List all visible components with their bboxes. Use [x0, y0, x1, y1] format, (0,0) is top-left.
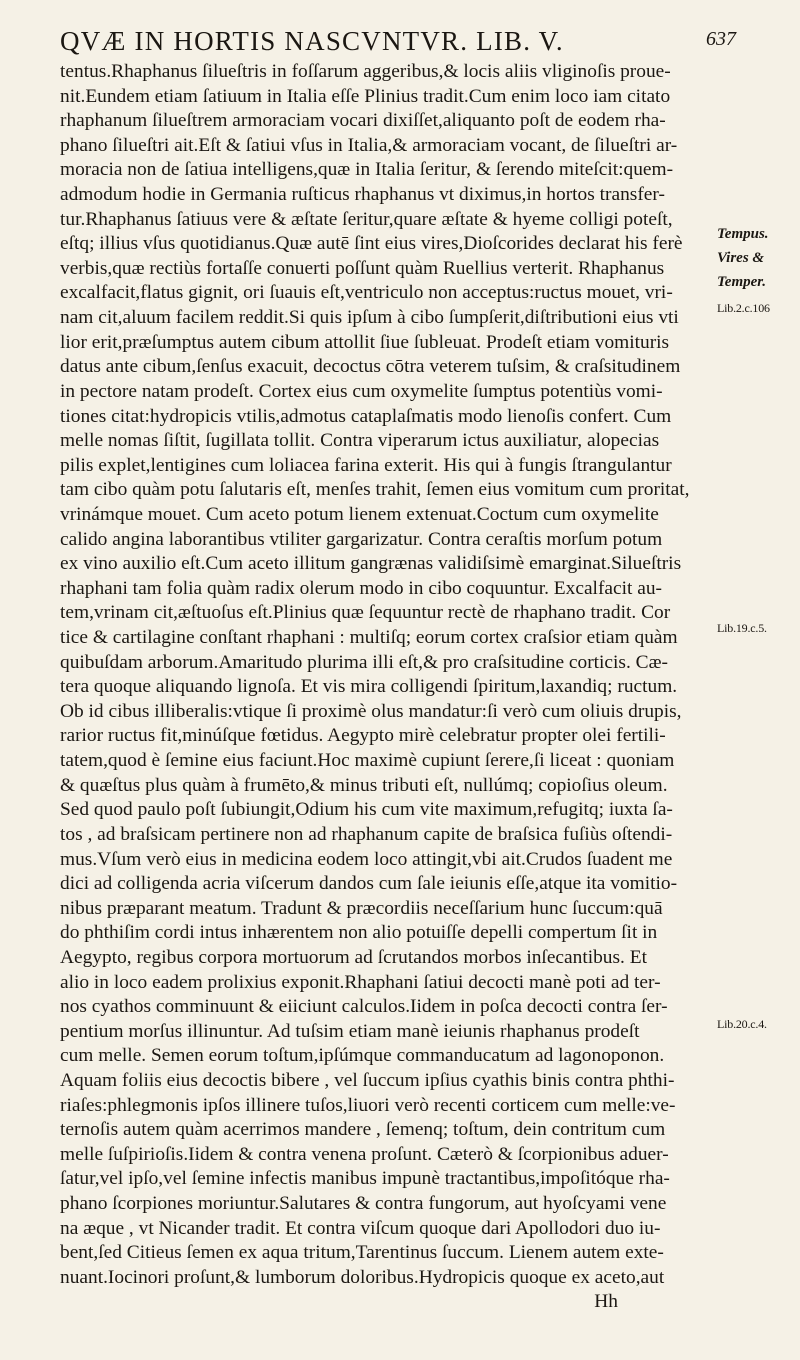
text-line: Aquam foliis eius decoctis bibere , vel ſuccum ipſius cyathis binis contra phthi-: [60, 1069, 675, 1091]
text-line: excalfacit,flatus gignit, ori ſuauis eſt,ventriculo non acceptus:ructus mouet, vri-: [60, 282, 673, 304]
text-line: tera quoque aliquando lignoſa. Et vis mira colligendi ſpiritum,laxandiq; ructum.: [60, 676, 678, 698]
body-text: [60, 60, 710, 1315]
text-line: phano ſilueſtri ait.Eſt & ſatiui vſus in Italia,& armoraciam vocant, de ſilueſtri ar-: [60, 134, 678, 156]
text-line: eſtq; illius vſus quotidianus.Quæ autē ſint eius vires,Dioſcorides declarat his ferè: [60, 233, 683, 255]
text-line: ſatur,vel ipſo,vel ſemine infectis manibus impunè tractantibus,impoſitóque rha-: [60, 1168, 670, 1190]
text-line: rarior ructus fit,minúſque fœtidus. Aegypto mirè celebratur propter olei fertili-: [60, 725, 666, 747]
text-line: alio in loco eadem prolixius exponit.Rhaphani ſatiui decocti manè poti ad ter-: [60, 971, 661, 993]
text-line: rhaphanum ſilueſtrem armoraciam vocari dixiſſet,aliquanto poſt de eodem rha-: [60, 110, 666, 132]
bleed-through-smudge: [690, 1040, 790, 1100]
text-line: dici ad colligenda acria viſcerum dandos cum ſale ieiunis eſſe,atque ita vomitio-: [60, 873, 678, 895]
text-line: vrinámque mouet. Cum aceto potum lienem extenuat.Coctum cum oxymelite: [60, 503, 659, 525]
page-header: [60, 26, 736, 57]
text-line: tem,vrinam cit,æſtuoſus eſt.Plinius quæ ſequuntur rectè de rhaphano tradit. Cor: [60, 602, 671, 624]
text-line: ternoſis autem quàm acerrimos mandere , ſemenq; toſtum, dein contritum cum: [60, 1119, 666, 1141]
text-line: datus ante cibum,ſenſus exacuit, decoctus cōtra veterem tuſsim, & craſsitudinem: [60, 356, 681, 378]
text-line: pilis explet,lentigines cum loliacea farina exterit. His qui à fungis ſtrangulantur: [60, 454, 672, 476]
text-line: in pectore natam prodeſt. Cortex eius cum oxymelite ſumptus potentiùs vomi-: [60, 380, 663, 402]
text-line: moracia non de ſatiua intelligens,quæ in Italia ſeritur, & ſerendo miteſcit:quem-: [60, 159, 674, 181]
text-line: quibuſdam arborum.Amaritudo plurima illi eſt,& pro craſsitudine corticis. Cæ-: [60, 651, 668, 673]
margin-note-reference: Lib.19.c.5.: [717, 621, 767, 635]
text-line: lior erit,præſumptus autem cibum attollit ſiue ſubleuat. Prodeſt etiam vomituris: [60, 331, 670, 353]
text-line: pentium morſus illinuntur. Ad tuſsim etiam manè ieiunis rhaphanus prodeſt: [60, 1020, 640, 1042]
text-line: tatem,quod è ſemine eius faciunt.Hoc maximè cupiunt ſerere,ſi liceat : quoniam: [60, 750, 675, 772]
text-line: tam cibo quàm potu ſalutaris eſt, menſes trahit, ſemen eius vomitum cum proritat,: [60, 479, 690, 501]
text-line: riaſes:phlegmonis ipſos illinere tuſos,liuori verò recenti corticem cum melle:ve-: [60, 1094, 676, 1116]
text-line: tos , ad braſsicam pertinere non ad rhaphanum capite de braſsica fuſiùs oſtendi-: [60, 823, 673, 845]
text-line: admodum hodie in Germania ruſticus rhaphanus vt diximus,in hortos transfer-: [60, 184, 665, 206]
margin-note-reference: Lib.2.c.106: [717, 301, 770, 315]
page-number: 637: [706, 28, 736, 50]
text-line: Aegypto, regibus corpora mortuorum ad ſcrutandos morbos inſecantibus. Et: [60, 946, 647, 968]
margin-note-vires: Vires &: [717, 250, 765, 266]
text-line: ex vino auxilio eſt.Cum aceto illitum gangrænas validiſsimè emarginat.Silueſtris: [60, 553, 682, 575]
margin-note-reference: Lib.20.c.4.: [717, 1017, 767, 1031]
text-line: tice & cartilagine conſtant rhaphani : multiſq; eorum cortex craſsior etiam quàm: [60, 627, 678, 649]
text-line: nam cit,aluum facilem reddit.Si quis ipſum à cibo ſumpſerit,diſtributioni eius vti: [60, 307, 679, 329]
text-line: phano ſcorpiones moriuntur.Salutares & contra fungorum, aut hyoſcyami vene: [60, 1193, 667, 1215]
text-line: tentus.Rhaphanus ſilueſtris in foſſarum aggeribus,& locis aliis vliginoſis proue-: [60, 61, 671, 82]
text-line: tiones citat:hydropicis vtilis,admotus cataplaſmatis modo lienoſis confert. Cum: [60, 405, 672, 427]
text-line: tur.Rhaphanus ſatiuus vere & æſtate ſeritur,quare æſtate & hyeme colligi poteſt,: [60, 208, 673, 230]
text-line: & quæſtus plus quàm à frumēto,& minus tributi eſt, nullúmq; copioſius oleum.: [60, 774, 668, 796]
text-line: bent,ſed Citieus ſemen ex aqua tritum,Tarentinus ſuccum. Lienem autem exte-: [60, 1242, 664, 1264]
margin-note-tempus: Tempus.: [717, 226, 769, 242]
text-line: do phthiſim cordi intus inhærentem non alio potuiſſe depelli compertum ſit in: [60, 922, 658, 944]
running-title: QVÆ IN HORTIS NASCVNTVR. LIB. V.: [60, 26, 564, 56]
text-line: mus.Vſum verò eius in medicina eodem loco attingit,vbi ait.Crudos ſuadent me: [60, 848, 673, 870]
text-line: Ob id cibus illiberalis:vtique ſi proximè olus mandatur:ſi verò cum oliuis drupis,: [60, 700, 682, 722]
text-line: rhaphani tam folia quàm radix olerum modo in cibo coquuntur. Excalfacit au-: [60, 577, 662, 599]
text-line: na æque , vt Nicander tradit. Et contra viſcum quoque dari Apollodori duo iu-: [60, 1217, 661, 1239]
text-line: verbis,quæ rectiùs fortaſſe conuerti poſſunt quàm Ruellius verterit. Rhaphanus: [60, 257, 665, 279]
text-line: melle nomas ſiſtit, ſugillata tollit. Contra viperarum ictus auxiliatur, alopecias: [60, 430, 660, 452]
text-line: cum melle. Semen eorum toſtum,ipſúmque commanducatum ad lagonoponon.: [60, 1045, 665, 1067]
catchword-signature: Hh: [594, 1291, 618, 1313]
text-line: nit.Eundem etiam ſatiuum in Italia eſſe Plinius tradit.Cum enim loco iam citato: [60, 85, 671, 107]
text-line: nuant.Iocinori proſunt,& lumborum doloribus.Hydropicis quoque ex aceto,aut: [60, 1266, 665, 1288]
text-line: nos cyathos comminuunt & eiiciunt calculos.Iidem in poſca decocti contra ſer-: [60, 996, 668, 1018]
text-line: nibus præparant meatum. Tradunt & præcordiis neceſſarium hunc ſuccum:quā: [60, 897, 663, 919]
text-line: calido angina laborantibus vtiliter gargarizatur. Contra ceraſtis morſum potum: [60, 528, 663, 550]
text-line: Sed quod paulo poſt ſubiungit,Odium his cum vite maximum,refugitq; iuxta ſa-: [60, 799, 673, 821]
text-line: melle ſuſpirioſis.Iidem & contra venena proſunt. Cæterò & ſcorpionibus aduer-: [60, 1143, 669, 1165]
margin-note-temper: Temper.: [717, 274, 767, 290]
